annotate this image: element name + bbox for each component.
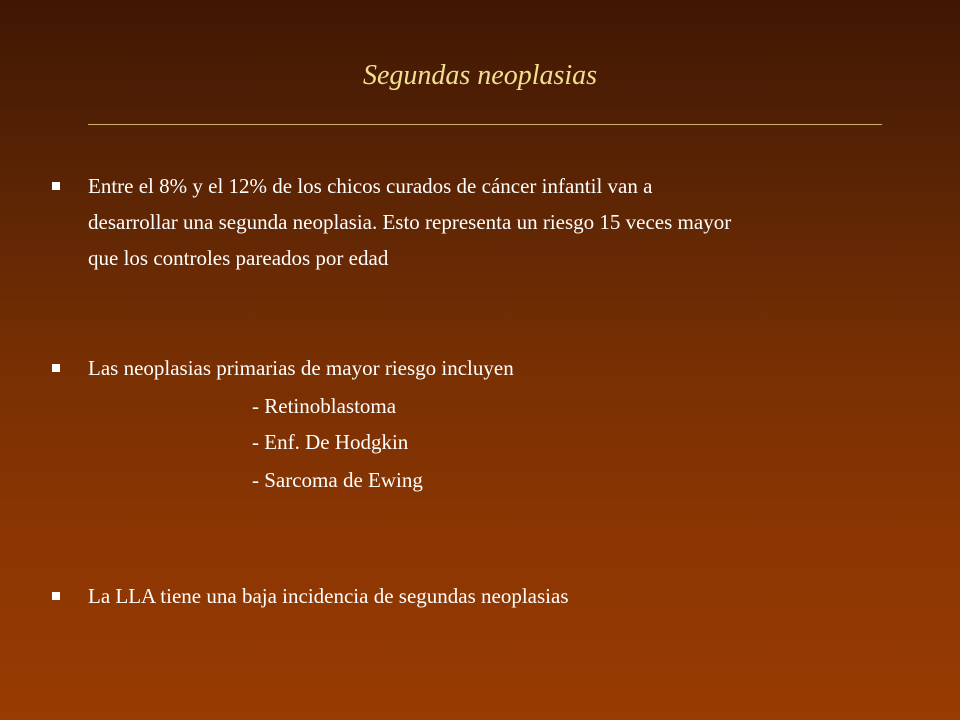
slide-title: Segundas neoplasias	[362, 60, 598, 91]
bullet-2-subitem-2: - Enf. De Hodgkin	[252, 430, 409, 454]
bullet-1-line-3: que los controles pareados por edad	[88, 246, 389, 270]
bullet-marker	[52, 364, 60, 372]
bullet-2-subitem-3: - Sarcoma de Ewing	[252, 468, 423, 492]
bullet-2-subitem-1: - Retinoblastoma	[252, 394, 397, 418]
bullet-1-line-2: desarrollar una segunda neoplasia. Esto representa un riesgo 15 veces mayor	[88, 210, 732, 234]
title-underline	[88, 124, 882, 125]
bullet-1-line-1: Entre el 8% y el 12% de los chicos curados de cáncer infantil van a	[88, 174, 653, 198]
bullet-3-text: La LLA tiene una baja incidencia de segundas neoplasias	[88, 584, 569, 608]
bullet-marker	[52, 182, 60, 190]
bullet-2-text: Las neoplasias primarias de mayor riesgo incluyen	[88, 356, 514, 380]
bullet-marker	[52, 592, 60, 600]
bullet-1-text	[88, 168, 918, 276]
